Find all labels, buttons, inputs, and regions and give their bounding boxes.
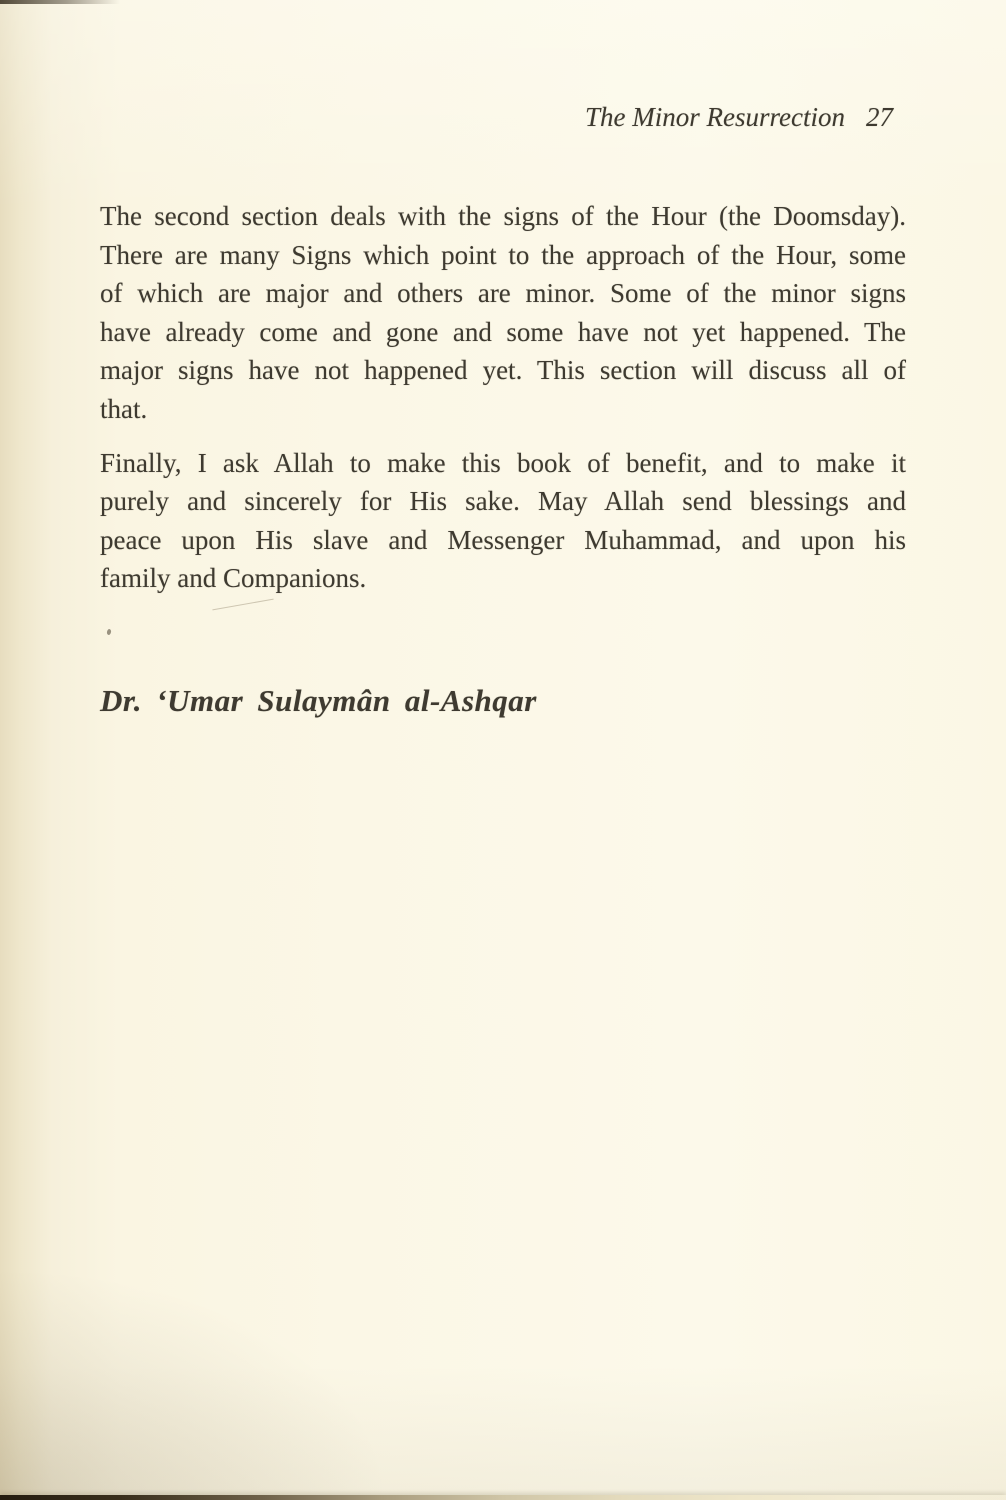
- text-line: Finally, I ask Allah to make this book of benefit, and to make it: [100, 447, 906, 478]
- text-line: There are many Signs which point to the approach of the Hour, some: [100, 239, 906, 270]
- running-header-title: The Minor Resurrection: [585, 102, 845, 132]
- text-line: peace upon His slave and Messenger Muhammad, and upon his: [100, 524, 906, 555]
- text-line: have already come and gone and some have not yet happened. The: [100, 316, 906, 347]
- text-line: major signs have not happened yet. This section will discuss all of: [100, 355, 906, 386]
- paragraph-1: [100, 197, 906, 429]
- text-line: that.: [100, 393, 148, 424]
- running-header: [585, 100, 893, 134]
- text-line: purely and sincerely for His sake. May Allah send blessings and: [100, 486, 906, 517]
- scan-edge-top-left: [0, 0, 120, 4]
- scan-edge-bottom: [0, 1495, 1006, 1500]
- paragraph-2: [100, 444, 906, 598]
- page-body: [100, 197, 906, 721]
- page-number: 27: [866, 102, 893, 132]
- text-line: family and Companions.: [100, 563, 367, 594]
- author-signature: Dr. ‘Umar Sulaymân al-Ashqar: [100, 682, 537, 718]
- text-line: The second section deals with the signs of the Hour (the Doomsday).: [100, 201, 906, 231]
- text-line: of which are major and others are minor. Some of the minor signs: [100, 278, 906, 309]
